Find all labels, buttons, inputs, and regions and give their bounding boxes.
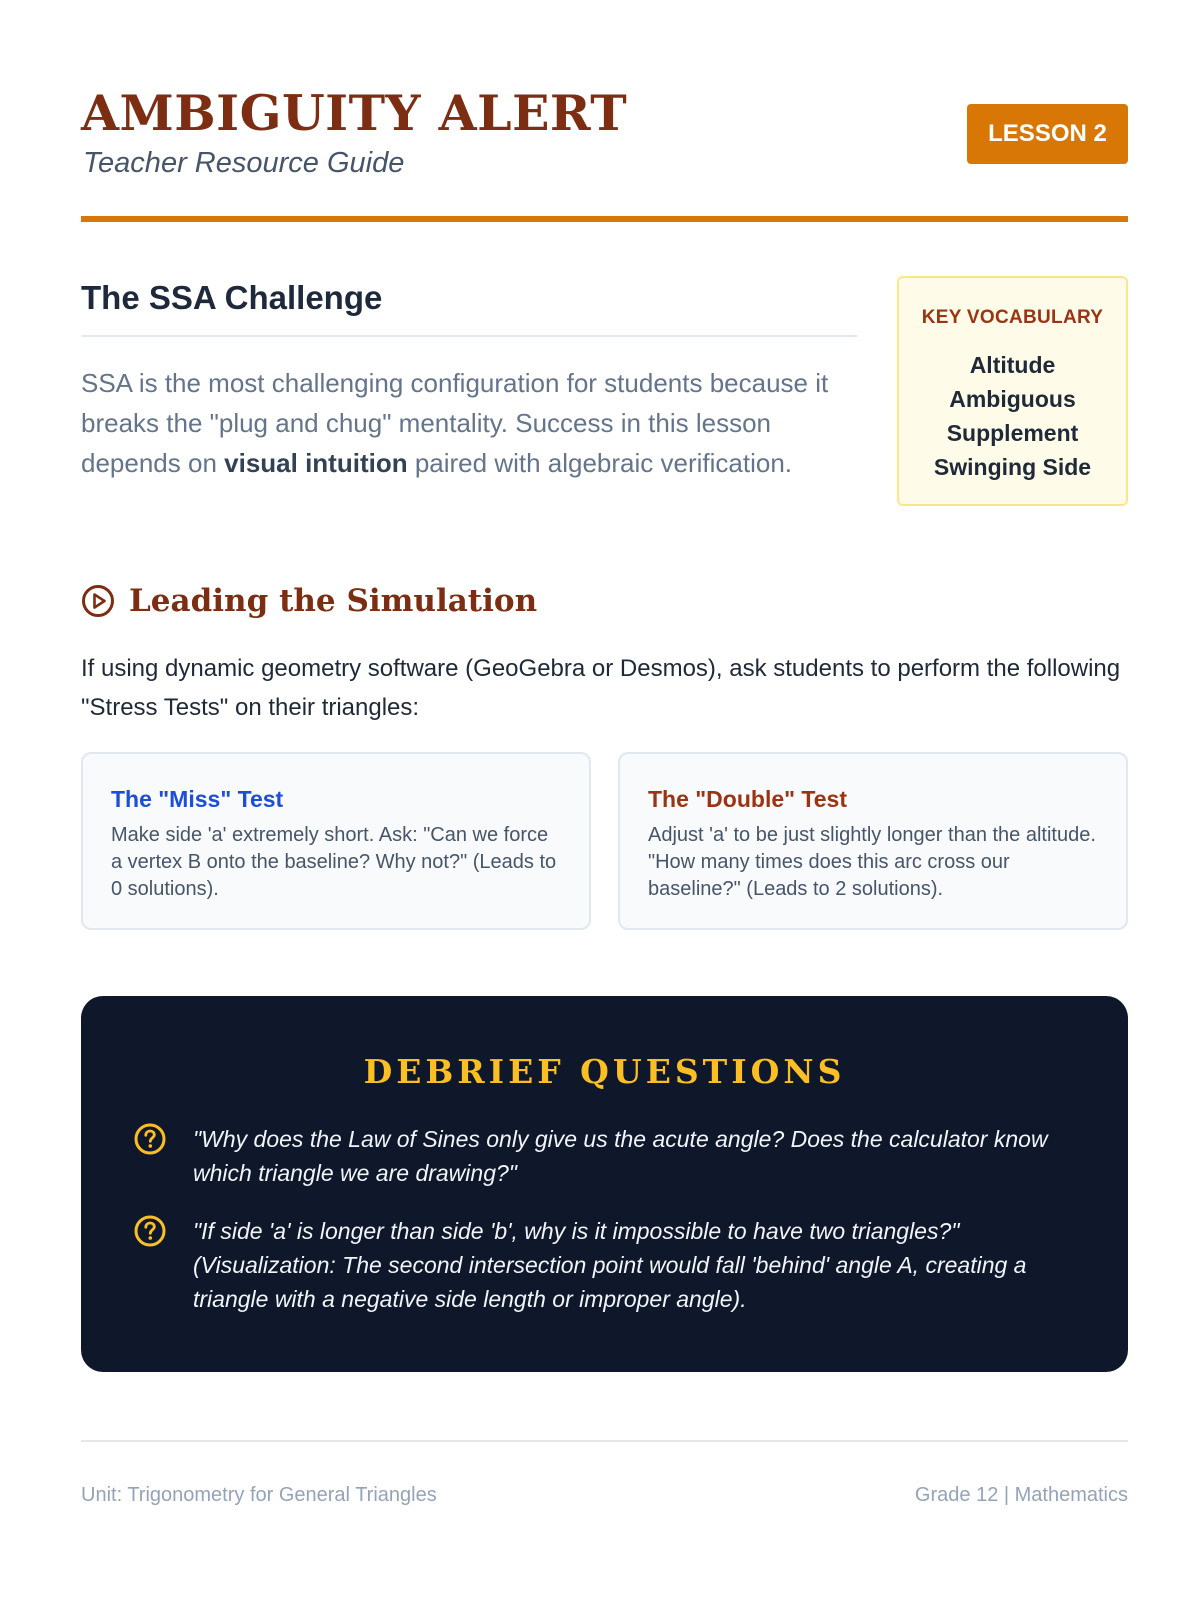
debrief-title: DEBRIEF QUESTIONS (363, 1052, 846, 1091)
simulation-title: Leading the Simulation (129, 583, 538, 619)
doc-title: AMBIGUITY ALERT (81, 84, 628, 142)
simulation-heading (81, 578, 537, 624)
ssa-body (81, 363, 857, 483)
footer (81, 1440, 1128, 1506)
vocab-term: Altitude (969, 352, 1056, 378)
lesson-badge: LESSON 2 (967, 104, 1128, 164)
simulation-intro: If using dynamic geometry software (GeoGebra or Desmos), ask students to perform the following "Stress Tests" on their triangles: (81, 655, 1121, 721)
miss-test-card (81, 752, 591, 930)
doc-subtitle: Teacher Resource Guide (83, 147, 405, 179)
page (81, 0, 1128, 1600)
vocab-term: Ambiguous (949, 386, 1076, 412)
header (81, 84, 1128, 222)
key-vocabulary-box (897, 276, 1128, 506)
test-title: The "Miss" Test (111, 786, 284, 812)
question-circle-icon (133, 1214, 167, 1248)
play-circle-icon (81, 584, 115, 618)
question-circle-icon (133, 1122, 167, 1156)
vocab-term: Supplement (946, 420, 1079, 446)
ssa-title: The SSA Challenge (81, 275, 857, 337)
question-text: "Why does the Law of Sines only give us the acute angle? Does the calculator know which triangle we are drawing?" (193, 1126, 1048, 1186)
ssa-body-text-end: paired with algebraic verification. (407, 448, 793, 478)
debrief-question (133, 1214, 1053, 1316)
debrief-question (133, 1122, 1053, 1190)
footer-unit: Unit: Trigonometry for General Triangles (81, 1484, 437, 1506)
test-text: Make side 'a' extremely short. Ask: "Can we force a vertex B onto the baseline? Why not?" (Leads to 0 solutions). (111, 824, 557, 900)
vocab-heading: KEY VOCABULARY (921, 307, 1104, 328)
ssa-section (81, 275, 857, 483)
question-text: "If side 'a' is longer than side 'b', why is it impossible to have two triangles?" (Visualization: The second intersection point would fall 'behind' angle A, creating a triangle with a negative side length or improper angle). (193, 1218, 1027, 1312)
double-test-card (618, 752, 1128, 930)
ssa-body-text: SSA is the most challenging configuration for students because it breaks the "plug and chug" mentality. Success in this lesson depends on (81, 368, 829, 478)
debrief-panel (81, 996, 1128, 1372)
test-text: Adjust 'a' to be just slightly longer than the altitude. "How many times does this arc cross our baseline?" (Leads to 2 solutions). (648, 824, 1096, 900)
vocab-term: Swinging Side (933, 454, 1092, 480)
test-title: The "Double" Test (648, 786, 848, 812)
footer-grade: Grade 12 | Mathematics (914, 1484, 1128, 1506)
ssa-body-emphasis: visual intuition (224, 448, 408, 478)
